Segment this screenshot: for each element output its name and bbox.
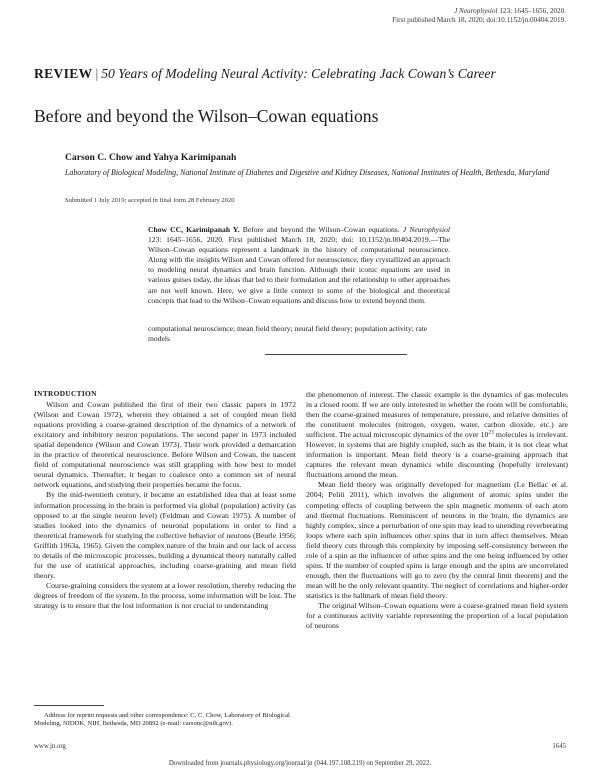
first-published-line: First published March 18, 2020; doi:10.1152/jn.00404.2019. (392, 16, 566, 25)
paragraph: Wilson and Cowan published the first of their two classic papers in 1972 (Wilson and Cowan 1972), wherein they obtained a set of coupled mean field equations providing a coarse-grained description of the dynamics of a network of excitatory and inhibitory neuron populations. The second paper in 1973 included spatial dependence (Wilson and Cowan 1973). Their work provided a demarcation in the practice of theoretical neuroscience. Before Wilson and Cowan, the nascent field of computational neuroscience was still grappling with how best to model neural dynamics. Thereafter, it began to coalesce onto a common set of neural network equations, and studying their properties became the focus. (34, 400, 296, 490)
paragraph-text: the phenomenon of interest. The classic example is the dynamics of gas molecules in a closed room. If we are only interested in whether the room will be comfortable, then the coarse-grained measures of temperature, pressure, and relative densities of the constituent molecules (nitrogen, oxygen, water, carbon dioxide, etc.) are sufficient. The actual microscopic dynamics of the over 10 (306, 390, 568, 440)
journal-website: www.jn.org (34, 743, 66, 750)
section-heading: INTRODUCTION (34, 389, 97, 398)
abstract-cite-journal: J Neurophysiol (402, 225, 450, 234)
paragraph: Course-graining considers the system at a lower resolution, thereby reducing the degrees of freedom of the system. In the process, some information will be lost. The strategy is to ensure that the lost information is not crucial to understanding (34, 580, 296, 610)
series-title: 50 Years of Modeling Neural Activity: Celebrating Jack Cowan’s Career (101, 66, 496, 81)
journal-name: J Neurophysiol (454, 7, 498, 15)
paragraph (306, 390, 568, 480)
abstract-cite-rest: 123: 1645–1656, 2020. First published March 18, 2020; doi: 10.1152/jn.00404.2019. (148, 235, 431, 245)
submission-dates: Submitted 1 July 2019; accepted in final form 28 February 2020 (65, 197, 235, 204)
paragraph: Mean field theory was originally developed for magnetism (Le Bellac et al. 2004; Peliti 2011), which involves the alignment of atomic spins under the competing effects of coupling between the spin magnetic moments of each atom and thermal fluctuations. Reminiscent of neurons in the brain, the dynamics are highly complex, since a perturbation of one spin may lead to unending reverberating loops where each spin influences other spins that in turn affect themselves. Mean field theory cuts through this complexity by imposing self-consistency between the role of a spin as the influencer of other spins and the one being influenced by other spins. If the number of coupled spins is large enough and the spins are uncorrelated enough, then the fluctuations will go to zero (by the central limit theorem) and the mean will be the only relevant quantity. The neglect of correlations and higher-order statistics is the hallmark of mean field theory. (306, 480, 568, 600)
page-number: 1645 (552, 743, 566, 750)
citation-volume: 123: 1645–1656, 2020. (497, 7, 566, 15)
footnote-divider (34, 705, 104, 706)
keywords-divider (265, 354, 407, 355)
keywords: computational neuroscience; mean field theory; neural field theory; population activity; rate models (148, 324, 428, 344)
download-notice: Downloaded from journals.physiology.org/journal/jn (044.197.108.219) on September 29, 2022. (168, 760, 432, 767)
body-column-right (306, 390, 568, 631)
citation-line (392, 7, 566, 16)
review-label: REVIEW (34, 66, 93, 81)
abstract-cite-authors: Chow CC, Karimipanah Y. (148, 225, 240, 234)
paragraph-text: molecules is irrelevant. However, in systems that are highly coupled, such as the brain, it is not clear what information is important. Mean field theory is a coarse-graining approach that captures the relevant mean dynamics while discounting (hopefully irrelevant) fluctuations around the mean. (306, 430, 569, 480)
abstract-cite-title: Before and beyond the Wilson–Cowan equations. (239, 225, 403, 234)
abstract-body: —The Wilson–Cowan equations represent a landmark in the history of computational neuroscience. Along with the insights Wilson and Cowan offered for neuroscience, they crystallized an approach to modeling neural dynamics and brain function. Although their iconic equations are used in various guises today, the ideas that led to their formulation and the relationship to other approaches are not well known. Here, we give a little context to some of the biological and theoretical concepts that lead to the Wilson–Cowan equations and discuss how to extend beyond them. (148, 235, 450, 305)
abstract (148, 225, 450, 306)
paragraph: By the mid-twentieth century, it became an established idea that at least some information processing in the brain is performed via global (population) activity (as opposed to at the single neuron level) (Feldman and Cowan 1975). A number of studies looked into the dynamics of neuronal populations in order to find a theoretical framework for studying the collective behavior of neurons (Beurle 1956; Griffith 1963a, 1965). Given the complex nature of the brain and our lack of access to details of the microscopic processes, building a dynamical theory naturally called for the use of statistical approaches, including coarse-graining and mean field theory. (34, 490, 296, 580)
correspondence-footnote: Address for reprint requests and other correspondence: C. C. Chow, Laboratory of Biological Modeling, NIDDK, NIH, Bethesda, MD 20892 (e-mail: carsonc@nih.gov). (34, 712, 290, 728)
series-separator: | (95, 66, 99, 81)
paragraph: The original Wilson–Cowan equations were a coarse-grained mean field system for a continuous activity variable representing the proportion of a local population of neurons (306, 600, 568, 631)
journal-citation-header (392, 7, 566, 26)
series-banner (34, 66, 496, 82)
body-column-left (34, 389, 296, 611)
article-authors: Carson C. Chow and Yahya Karimipanah (65, 152, 237, 163)
author-affiliation: Laboratory of Biological Modeling, National Institute of Diabetes and Digestive and Kidney Diseases, National Institutes of Health, Bethesda, Maryland (65, 168, 550, 177)
article-title: Before and beyond the Wilson–Cowan equations (34, 106, 379, 126)
superscript: 23 (488, 429, 494, 436)
